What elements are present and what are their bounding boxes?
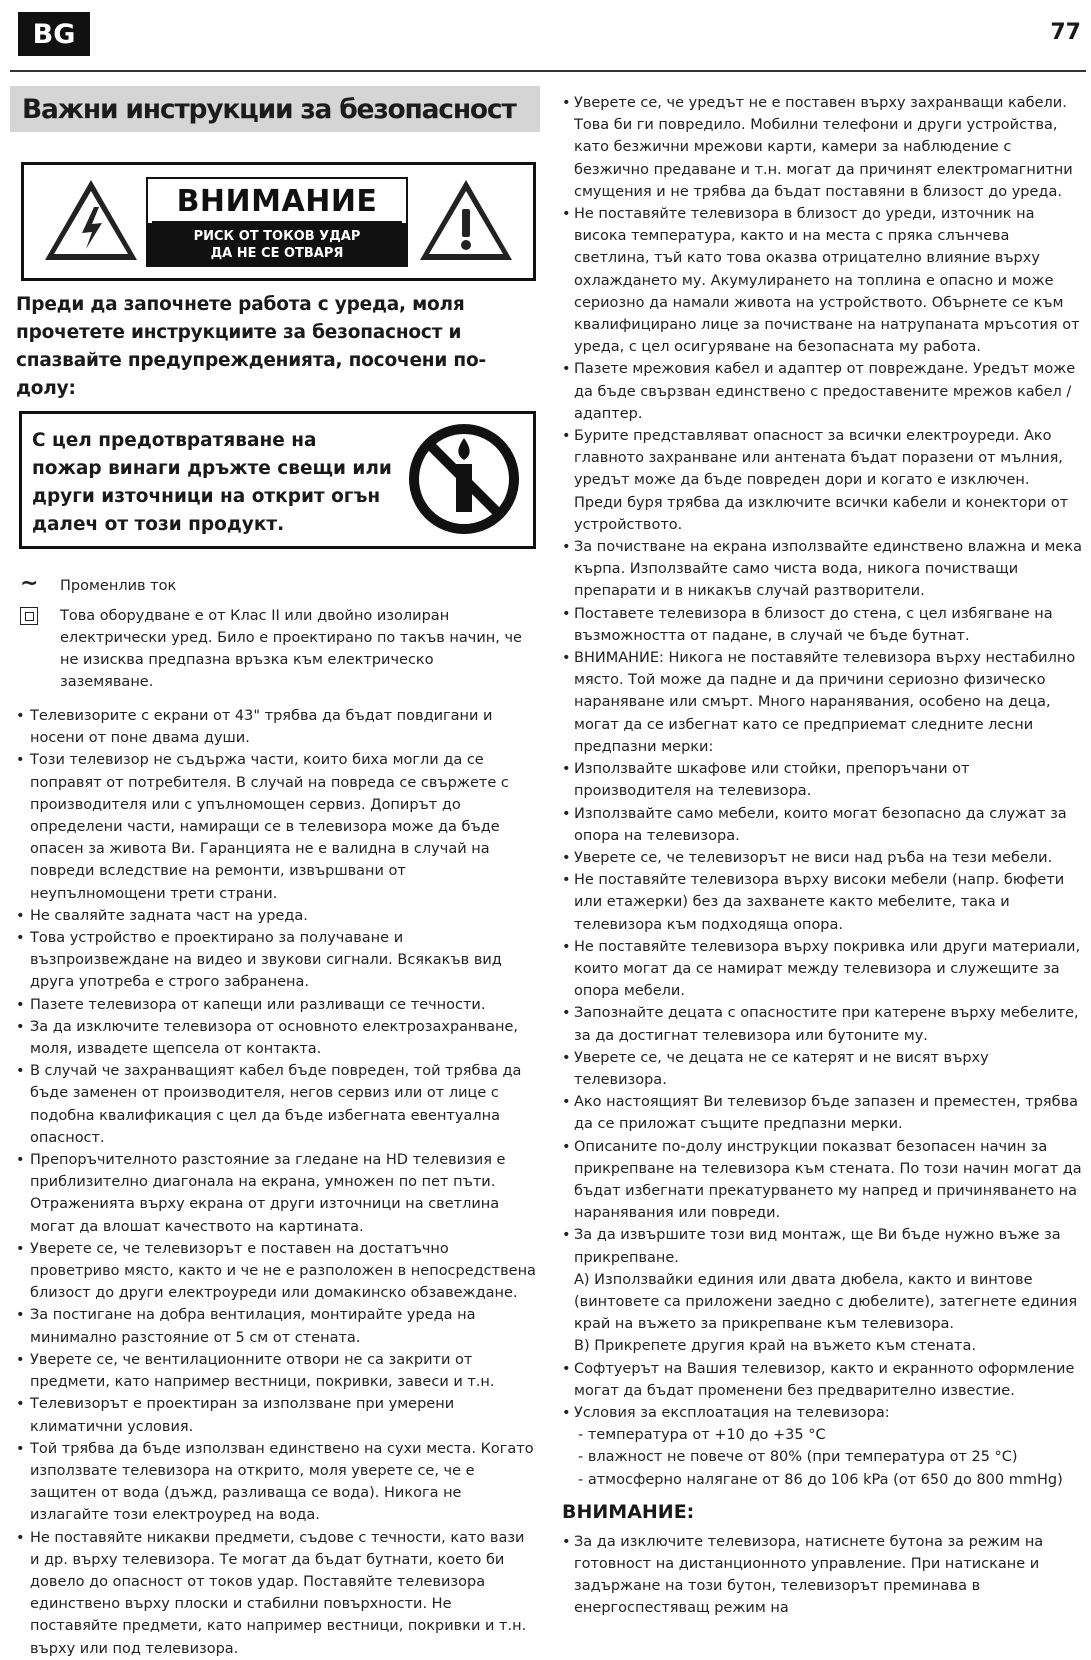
conditions-lead: • Условия за експлоатация на телевизора:: [574, 1404, 890, 1421]
class-ii-icon: [16, 605, 56, 693]
list-item: • Използвайте шкафове или стойки, препоръчани от производителя на телевизора.: [562, 758, 1082, 802]
warning-subtext: [148, 223, 406, 267]
symbol-ac-text: Променлив ток: [60, 578, 177, 594]
list-item: • Запознайте децата с опасностите при катерене върху мебелите, за да достигнат телевизора или бутоните му.: [562, 1002, 1082, 1046]
list-item: • Не поставяйте телевизора върху високи мебели (напр. бюфети или етажерки) без да захванете както мебелите, така и телевизора към подходяща опора.: [562, 869, 1082, 936]
list-item: • Ако настоящият Ви телевизор бъде запазен и преместен, трябва да се приложат същите предпазни мерки.: [562, 1091, 1082, 1135]
list-item: • Поставете телевизора в близост до стена, с цел избягване на възможността от падане, в случай че бъде бутнат.: [562, 603, 1082, 647]
warning-label: [146, 177, 408, 267]
page-number: 77: [1050, 20, 1081, 45]
list-item: • Уверете се, че децата не се катерят и не висят върху телевизора.: [562, 1047, 1082, 1091]
right-bullet-list: [562, 92, 1082, 1491]
ac-tilde-icon: ~: [20, 571, 39, 596]
electric-shock-warning-banner: [21, 162, 536, 281]
symbol-row-class-ii: [16, 605, 538, 693]
list-item: • Уверете се, че телевизорът не виси над ръба на тези мебели.: [562, 847, 1082, 869]
condition-humidity: - влажност не повече от 80% (при температура от 25 °C): [578, 1449, 1018, 1466]
mounting-step-a: A) Използвайки единия или двата дюбела, както и винтове (винтовете са приложени заедно с дюбелите), затегнете единия край на въжето за прикрепване към телевизора.: [574, 1271, 1078, 1333]
list-item: • Пазете мрежовия кабел и адаптер от повреждане. Уредът може да бъде свързван единствено с предоставените мрежов кабел / адаптер.: [562, 358, 1082, 425]
list-item: • Уверете се, че уредът не е поставен върху захранващи кабели. Това би ги повредило. Мобилни телефони и други устройства, като безжични мрежови карти, камери за наблюдение с безжично предаване и т.н. могат да причинят електромагнитни смущения и не трябва да бъдат поставяни в близост до уреда.: [562, 92, 1082, 203]
list-item: • За постигане на добра вентилация, монтирайте уреда на минимално разстояние от 5 см от стената.: [16, 1304, 538, 1348]
list-item: • Телевизорите с екрани от 43" трябва да бъдат повдигани и носени от поне двама души.: [16, 705, 538, 749]
list-item: • Софтуерът на Вашия телевизор, както и екранното оформление могат да бъдат променени без предварително известие.: [562, 1358, 1082, 1402]
fire-warning-box: [19, 411, 536, 549]
mounting-lead: • За да извършите този вид монтаж, ще Ви бъде нужно въже за прикрепване.: [574, 1227, 1061, 1266]
list-item: • Уверете се, че телевизорът е поставен на достатъчно проветриво място, както и че не е разположен в непосредствена близост до други електроуреди или домакинско обзавеждане.: [16, 1238, 538, 1305]
warning-line-1: РИСК ОТ ТОКОВ УДАР: [193, 229, 361, 244]
right-column: [562, 92, 1082, 1620]
symbol-class-ii-text: Това оборудване е от Клас II или двойно изолиран електрически уред. Било е проектирано по такъв начин, че не изисква предпазна връзка към електрическо заземяване.: [60, 608, 522, 690]
mounting-step-b: B) Прикрепете другия край на въжето към стената.: [574, 1338, 976, 1355]
warning-line-2: ДА НЕ СЕ ОТВАРЯ: [210, 246, 344, 261]
operating-conditions: [562, 1402, 1082, 1491]
left-column: [16, 86, 538, 1660]
mounting-instructions: [562, 1224, 1082, 1357]
symbol-row-ac: [16, 571, 538, 597]
list-item: • Този телевизор не съдържа части, които биха могли да се поправят от потребителя. В случай на повреда се свържете с производителя или с упълномощен сервиз. Допирът до определени части, намиращи се в телевизора може да бъде опасен за живота Ви. Гаранцията не е валидна в случай на повреди вследствие на ремонти, извършвани от неупълномощени трети страни.: [16, 749, 538, 904]
list-item: • ВНИМАНИЕ: Никога не поставяйте телевизора върху нестабилно място. Той може да падне и да причини сериозно физическо нараняване или смърт. Много наранявания, особено на деца, могат да се избегнат като се предприемат следните лесни предпазни мерки:: [562, 647, 1082, 758]
attention-heading: ВНИМАНИЕ:: [562, 1500, 695, 1523]
language-badge: BG: [18, 12, 90, 56]
attention-list: [562, 1531, 1082, 1620]
list-item: • Не поставяйте никакви предмети, съдове с течности, като вази и др. върху телевизора. Те могат да бъдат бутнати, което би довело до опасност от токов удар. Поставяйте телевизора единствено върху плоски и стабилни повърхности. Не поставяйте предмети, като например вестници, покривки и т.н. върху или под телевизора.: [16, 1527, 538, 1660]
fire-warning-text: С цел предотвратяване на пожар винаги дръжте свещи или други източници на открит огън далеч от този продукт.: [32, 430, 392, 535]
list-item: • В случай че захранващият кабел бъде повреден, той трябва да бъде заменен от производителя, негов сервиз или от лице с подобна квалификация с цел да бъде избегната евентуална опасност.: [16, 1060, 538, 1149]
list-item: • За да изключите телевизора от основното електрозахранване, моля, извадете щепсела от контакта.: [16, 1016, 538, 1060]
list-item: • Телевизорът е проектиран за използване при умерени климатични условия.: [16, 1393, 538, 1437]
header-divider: [10, 70, 1086, 72]
list-item: • Използвайте само мебели, които могат безопасно да служат за опора на телевизора.: [562, 803, 1082, 847]
left-bullet-list: [16, 705, 538, 1660]
intro-text: Преди да започнете работа с уреда, моля прочетете инструкциите за безопасност и спазвайте предупрежденията, посочени по-долу:: [16, 294, 486, 399]
list-item: • Той трябва да бъде използван единствено на сухи места. Когато използвате телевизора на открито, моля уверете се, че е защитен от вода (дъжд, разливаща се вода). Никога не излагайте този електроуред на вода.: [16, 1438, 538, 1527]
list-item: • За почистване на екрана използвайте единствено влажна и мека кърпа. Използвайте само чиста вода, никога почистващи препарати и в никакъв случай разтворители.: [562, 536, 1082, 603]
list-item: • Пазете телевизора от капещи или разливащи се течности.: [16, 994, 538, 1016]
list-item: • Бурите представляват опасност за всички електроуреди. Ако главното захранване или антената бъдат поразени от мълния, уредът може да бъде повреден дори и когато е изключен. Преди буря трябва да изключите всички кабели и конектори от устройството.: [562, 425, 1082, 536]
list-item: • Препоръчителното разстояние за гледане на HD телевизия е приблизително диагонала на екрана, умножен по пет пъти. Отраженията върху екрана от други източници на светлина могат да влошат качеството на картината.: [16, 1149, 538, 1238]
condition-temperature: - температура от +10 до +35 °C: [578, 1427, 826, 1444]
symbol-legend: [16, 571, 538, 693]
list-item: • За да изключите телевизора, натиснете бутона за режим на готовност на дистанционното управление. При натискане и задържане на този бутон, телевизорът преминава в енергоспестяващ режим на: [562, 1531, 1082, 1620]
list-item: • Уверете се, че вентилационните отвори не са закрити от предмети, като например вестници, покривки, завеси и т.н.: [16, 1349, 538, 1393]
no-open-flame-icon: [405, 422, 523, 536]
section-title: Важни инструкции за безопасност: [10, 86, 540, 132]
list-item: • Описаните по-долу инструкции показват безопасен начин за прикрепване на телевизора към стената. По този начин могат да бъдат избегнати прекатурването му напред и причиняването на наранявания или повреди.: [562, 1136, 1082, 1225]
list-item: • Не сваляйте задната част на уреда.: [16, 905, 538, 927]
list-item: • Не поставяйте телевизора върху покривка или други материали, които могат да се намират между телевизора и служещите за опора мебели.: [562, 936, 1082, 1003]
high-voltage-warning-icon: [42, 177, 140, 263]
warning-heading: ВНИМАНИЕ: [152, 181, 402, 223]
list-item: • Не поставяйте телевизора в близост до уреди, източник на висока температура, както и на места с пряка слънчева светлина, тъй като това оказва отрицателно влияние върху охлаждането му. Акумулирането на топлина е опасно и може сериозно да намали живота на устройството. Обърнете се към квалифицирано лице за почистване на натрупаната мръсотия от уреда, с цел осигуряване на безопасната му работа.: [562, 203, 1082, 358]
condition-pressure: - атмосферно налягане от 86 до 106 kPa (от 650 до 800 mmHg): [578, 1471, 1063, 1488]
list-item: • Това устройство е проектирано за получаване и възпроизвеждане на видео и звукови сигнали. Всякакъв вид друга употреба е строго забранена.: [16, 927, 538, 994]
exclamation-warning-icon: [417, 177, 515, 263]
